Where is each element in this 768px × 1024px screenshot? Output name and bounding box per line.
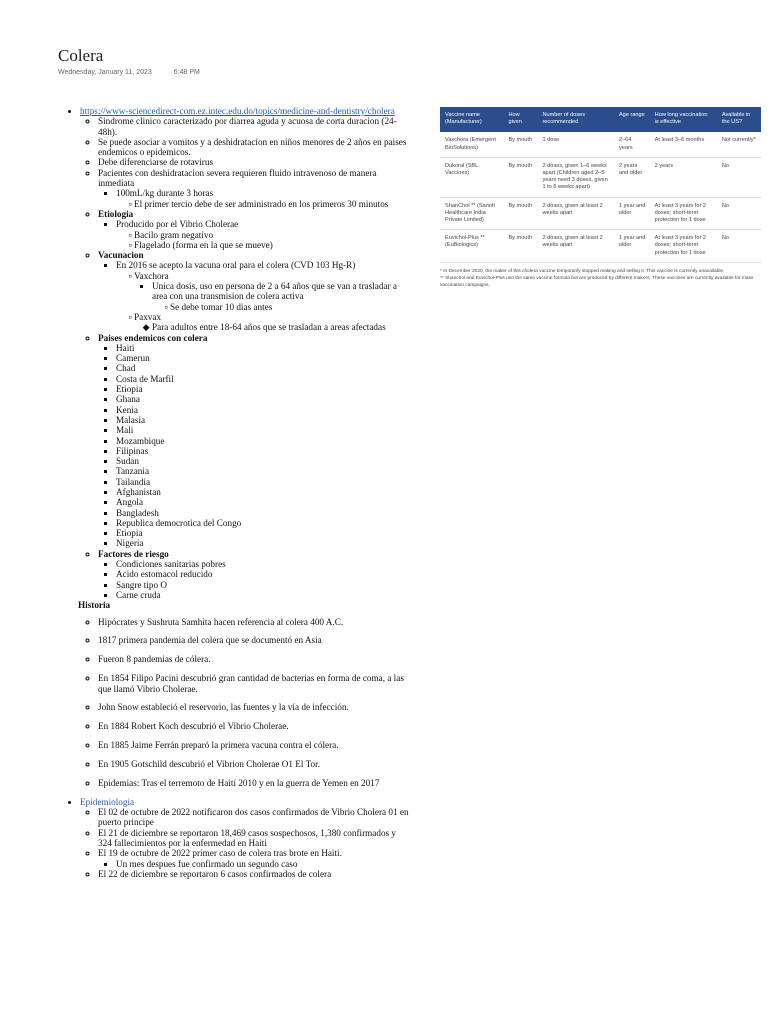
table-header-cell: Available in the US? bbox=[717, 107, 761, 132]
table-cell: 2 doses, given at least 2 weeks apart bbox=[537, 230, 614, 263]
list-item: ◦ El 21 de diciembre se reportaron 18,469 casos sospechosos, 1,380 confirmados y 324 fallecimientos por la enfermedad en Haiti bbox=[98, 828, 412, 849]
list-item bbox=[98, 848, 412, 869]
notes-body bbox=[62, 106, 412, 879]
list-item-text: El 19 de octubre de 2022 primer caso de colera tras brote en Haiti. bbox=[98, 848, 342, 859]
list-item: ▪ Condiciones sanitarias pobres bbox=[116, 559, 412, 569]
list-item: ▪ Ghana bbox=[116, 394, 412, 404]
table-cell: At least 3–6 months bbox=[650, 132, 717, 157]
list-item: ◦ En 1854 Filipo Pacini descubrió gran cantidad de bacterias en forma de coma, a las que llamó Vibrio Cholerae. bbox=[98, 673, 412, 694]
list-item-text: Vaxchora bbox=[134, 270, 169, 281]
list-item: ▪ Nigeria bbox=[116, 538, 412, 548]
list-item-text: En 2016 se acepto la vacuna oral para el colera (CVD 103 Hg-R) bbox=[116, 260, 356, 271]
factores-list bbox=[98, 559, 412, 600]
list-item bbox=[134, 271, 412, 312]
table-header-cell: Age range bbox=[614, 107, 650, 132]
table-row bbox=[440, 157, 761, 197]
list-item: ▪ Etiopia bbox=[116, 384, 412, 394]
table-cell: No bbox=[717, 230, 761, 263]
list-item-text: Unica dosis, uso en persona de 2 a 64 años que se van a trasladar a area con una transmision de colera activa bbox=[152, 281, 397, 302]
table-cell: 1 year and older bbox=[614, 197, 650, 230]
list-item bbox=[134, 312, 412, 333]
list-item: ▪ Tanzania bbox=[116, 466, 412, 476]
list-item: ◦ Sindrome clinico caracterizado por diarrea aguda y acuosa de corta duracion (24-48h). bbox=[98, 116, 412, 137]
paises-heading: Paises endemicos con colera bbox=[98, 332, 208, 343]
table-cell: 2 years bbox=[650, 157, 717, 197]
list-item-text: Producido por el Vibrio Cholerae bbox=[116, 219, 239, 230]
list-item: ◦ El 22 de diciembre se reportaron 6 casos confirmados de colera bbox=[98, 869, 412, 879]
page-meta bbox=[58, 69, 220, 76]
list-item: ▪ Angola bbox=[116, 497, 412, 507]
list-item bbox=[80, 106, 412, 788]
list-item: ▪ Haiti bbox=[116, 343, 412, 353]
list-item: ▫ Bacilo gram negativo bbox=[134, 230, 412, 240]
footnote: ** Shanchol and Euvichol-Plus use the same vaccine formula but are produced by different makers. These vaccines are currently available for mass vaccination campaigns. bbox=[440, 275, 754, 288]
table-cell: 2 doses, given 1–6 weeks apart (Children aged 2–5 years need 3 doses, given 1 to 6 weeks apart) bbox=[537, 157, 614, 197]
page-time: 6:48 PM bbox=[173, 69, 200, 76]
list-item: ▪ Un mes despues fue confirmado un segundo caso bbox=[116, 859, 412, 869]
list-item: ▪ Filipinas bbox=[116, 446, 412, 456]
table-cell: 1 year and older bbox=[614, 230, 650, 263]
factores-heading: Factores de riesgo bbox=[98, 548, 169, 559]
source-link[interactable]: https://www-sciencedirect-com.ez.intec.edu.do/topics/medicine-and-dentistry/cholera bbox=[80, 106, 395, 116]
list-item: ▪ Bangladesh bbox=[116, 508, 412, 518]
list-item-text: Paxvax bbox=[134, 311, 162, 322]
table-cell: By mouth bbox=[503, 197, 537, 230]
table-header-cell: Vaccine name (Manufacturer) bbox=[440, 107, 503, 132]
page-date: Wednesday, January 11, 2023 bbox=[58, 69, 152, 76]
list-item: ▫ Flagelado (forma en la que se mueve) bbox=[134, 240, 412, 250]
list-item: ◦ John Snow estableció el reservorio, las fuentes y la vía de infección. bbox=[98, 702, 412, 712]
historia-list bbox=[80, 617, 412, 789]
list-item bbox=[98, 168, 412, 209]
list-item: ▪ Sudan bbox=[116, 456, 412, 466]
list-item: ◦ Debe diferenciarse de rotavirus bbox=[98, 157, 412, 167]
table-cell: Not currently* bbox=[717, 132, 761, 157]
vaccine-table-image bbox=[440, 107, 761, 289]
list-item: ◦ En 1905 Gotschild descubrió el Vibrion Cholerae O1 El Tor. bbox=[98, 759, 412, 769]
table-row bbox=[440, 230, 761, 263]
table-cell: By mouth bbox=[503, 157, 537, 197]
table-row bbox=[440, 132, 761, 157]
table-cell: 2 doses, given at least 2 weeks apart bbox=[537, 197, 614, 230]
list-item bbox=[98, 549, 412, 600]
list-item: ▪ Mozambique bbox=[116, 436, 412, 446]
list-item bbox=[116, 260, 412, 332]
list-item bbox=[116, 219, 412, 250]
list-item: ▪ Malasia bbox=[116, 415, 412, 425]
list-item: ◦ Hipócrates y Sushruta Samhita hacen referencia al colera 400 A.C. bbox=[98, 617, 412, 627]
table-cell: By mouth bbox=[503, 132, 537, 157]
table-cell: Dukoral (SBL Vaccines) bbox=[440, 157, 503, 197]
list-item: ▪ Camerun bbox=[116, 353, 412, 363]
list-item bbox=[98, 209, 412, 250]
list-item: ◦ 1817 primera pandemia del colera que se documentó en Asia bbox=[98, 635, 412, 645]
list-item: ▪ Kenia bbox=[116, 405, 412, 415]
table-header-cell: How given bbox=[503, 107, 537, 132]
etiologia-heading: Etiologia bbox=[98, 208, 134, 219]
table-cell: ShanChol ** (Sanofi Healthcare India Private Limited) bbox=[440, 197, 503, 230]
list-item bbox=[98, 250, 412, 332]
table-cell: At least 3 years for 2 doses; short-term protection for 1 dose bbox=[650, 197, 717, 230]
table-header-cell: How long vaccination is effective bbox=[650, 107, 717, 132]
list-item: ▪ Costa de Marfil bbox=[116, 374, 412, 384]
table-cell: By mouth bbox=[503, 230, 537, 263]
paises-list bbox=[98, 343, 412, 549]
list-item: ◦ En 1884 Robert Koch descubrió el Vibrio Cholerae. bbox=[98, 721, 412, 731]
list-item: ▪ Carne cruda bbox=[116, 590, 412, 600]
list-item: ◦ Fueron 8 pandemias de cólera. bbox=[98, 654, 412, 664]
table-header-row bbox=[440, 107, 761, 132]
footnote: * In December 2020, the maker of this cholera vaccine temporarily stopped making and selling it. This vaccine is currently unavailable. bbox=[440, 268, 725, 274]
table-cell: 2–64 years bbox=[614, 132, 650, 157]
table-cell: No bbox=[717, 157, 761, 197]
vaccine-table bbox=[440, 107, 761, 263]
list-item bbox=[152, 281, 412, 312]
list-item bbox=[98, 333, 412, 549]
vacunacion-heading: Vacunacion bbox=[98, 250, 144, 261]
table-cell: No bbox=[717, 197, 761, 230]
list-item: ◦ En 1885 Jaime Ferrán preparó la primera vacuna contra el cólera. bbox=[98, 740, 412, 750]
list-item: ▫ El primer tercio debe de ser administrado en los primeros 30 minutos bbox=[134, 199, 412, 209]
list-item: ▫ Se debe tomar 10 dias antes bbox=[170, 302, 412, 312]
list-item: ▪ Republica democrotica del Congo bbox=[116, 518, 412, 528]
list-item: ▪ Acido estomacol reducido bbox=[116, 569, 412, 579]
epidemiologia-heading: Epidemiologia bbox=[80, 796, 135, 807]
table-cell: Vaxchora (Emergent BioSolutions) bbox=[440, 132, 503, 157]
historia-heading: Historia bbox=[78, 600, 111, 611]
table-body bbox=[440, 132, 761, 262]
list-item: ▪ Etiopia bbox=[116, 528, 412, 538]
table-cell: 1 dose bbox=[537, 132, 614, 157]
list-item bbox=[116, 188, 412, 209]
list-item bbox=[80, 797, 412, 879]
list-item: ▪ Chad bbox=[116, 363, 412, 373]
table-row bbox=[440, 197, 761, 230]
list-item: ▪ Tailandia bbox=[116, 477, 412, 487]
list-item: ◦ El 02 de octubre de 2022 notificaron dos casos confirmados de Vibrio Cholera 01 en puerto principe bbox=[98, 807, 412, 828]
table-cell: At least 3 years for 2 doses; short-term protection for 1 dose bbox=[650, 230, 717, 263]
list-item: ◦ Epidemias: Tras el terremoto de Haití 2010 y en la guerra de Yemen en 2017 bbox=[98, 778, 412, 788]
list-item: ▪ Afghanistan bbox=[116, 487, 412, 497]
list-item-text: Pacientes con deshidratacion severa requieren fluido intravenoso de manera inmediata bbox=[98, 167, 377, 189]
list-item-text: 100mL/kg durante 3 horas bbox=[116, 188, 214, 199]
page-title: Colera bbox=[58, 46, 104, 65]
table-header-cell: Number of doses recommended bbox=[537, 107, 614, 132]
table-cell: Euvichol-Plus ** (EuBiologics) bbox=[440, 230, 503, 263]
table-footnotes bbox=[440, 268, 761, 289]
list-item: ▪ Mali bbox=[116, 425, 412, 435]
list-item: ◆ Para adultos entre 18-64 años que se trasladan a areas afectadas bbox=[152, 322, 412, 332]
table-cell: 2 years and older bbox=[614, 157, 650, 197]
list-item: ▪ Sangre tipo O bbox=[116, 580, 412, 590]
list-item: ◦ Se puede asociar a vomitos y a deshidratacion en niños menores de 2 años en paises endemicos o epidemicos. bbox=[98, 137, 412, 158]
